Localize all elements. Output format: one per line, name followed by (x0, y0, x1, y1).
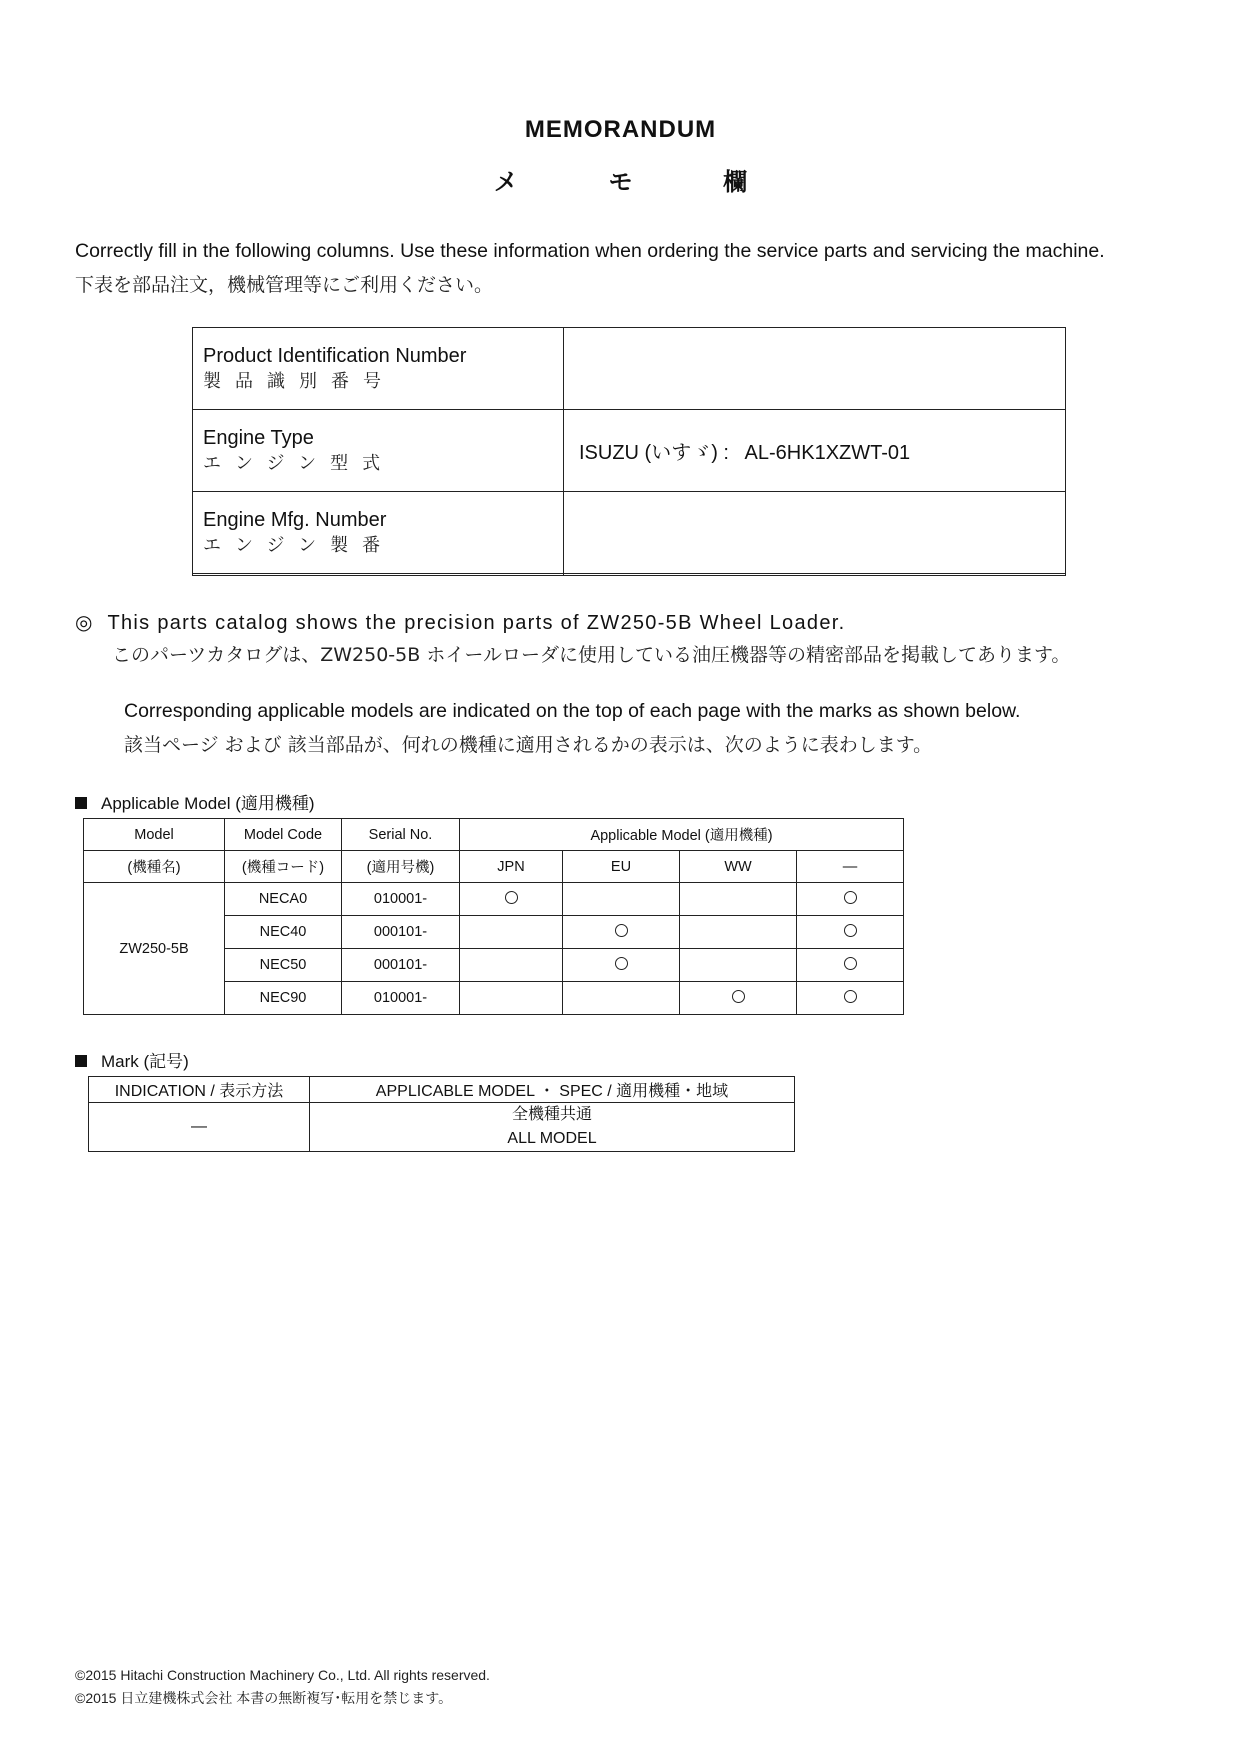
corresponding-text-jp: 該当ページ および 該当部品が、何れの機種に適用されるかの表示は、次のように表わします。 (124, 734, 933, 756)
dash-mark-icon: — (89, 1103, 310, 1152)
mark-cell (680, 949, 797, 982)
mark-cell (563, 916, 680, 949)
indication-header: INDICATION / 表示方法 (89, 1077, 310, 1103)
table-row (193, 328, 1066, 410)
mark-table (88, 1076, 795, 1152)
footer-copyright: ©2015 Hitachi Construction Machinery Co., Ltd. All rights reserved. (75, 1667, 490, 1683)
mark-cell (797, 916, 904, 949)
catalog-note (75, 610, 845, 635)
mark-cell (460, 949, 563, 982)
engine-type-label-jp: エンジン型式 (203, 452, 395, 474)
all-model-cell (310, 1103, 795, 1152)
model-header: Model (84, 819, 225, 851)
serial-cell: 000101- (342, 949, 460, 982)
table-header-row (89, 1077, 795, 1103)
catalog-note-jp: このパーツカタログは、ZW250-5B ホイールローダに使用している油圧機器等の精密部品を掲載してあります。 (112, 644, 1071, 666)
circle-mark-icon (615, 924, 628, 937)
engine-mfg-label-cell (193, 492, 564, 574)
serial-cell: 000101- (342, 916, 460, 949)
mark-cell (680, 916, 797, 949)
applicable-model-heading (75, 789, 315, 814)
double-circle-icon: ◎ (75, 612, 94, 634)
circle-mark-icon (844, 924, 857, 937)
serial-cell: 010001- (342, 982, 460, 1015)
intro-text-jp: 下表を部品注文，機械管理等にご利用ください。 (75, 274, 494, 296)
catalog-note-text: This parts catalog shows the precision parts of ZW250-5B Wheel Loader. (107, 612, 846, 634)
model-code-cell: NECA0 (225, 883, 342, 916)
circle-mark-icon (732, 990, 745, 1003)
mark-cell (563, 883, 680, 916)
mark-cell (797, 982, 904, 1015)
product-id-value[interactable] (564, 328, 1066, 410)
circle-mark-icon (844, 990, 857, 1003)
engine-type-value[interactable]: ISUZU (いすゞ) : AL-6HK1XZWT-01 (564, 410, 1066, 492)
blank-label-cell[interactable] (193, 574, 564, 576)
ww-header: WW (680, 851, 797, 883)
page-title: MEMORANDUM (524, 116, 717, 143)
mark-cell (460, 982, 563, 1015)
engine-type-label-cell (193, 410, 564, 492)
blank-value-cell[interactable] (564, 574, 1066, 576)
model-code-header-jp: (機種コード) (225, 851, 342, 883)
applicable-model-heading-text: Applicable Model (適用機種) (101, 794, 315, 813)
model-header-jp: (機種名) (84, 851, 225, 883)
table-header-row (84, 819, 904, 851)
circle-mark-icon (844, 891, 857, 904)
serial-header-jp: (適用号機) (342, 851, 460, 883)
applicable-header: Applicable Model (適用機種) (460, 819, 904, 851)
table-row (193, 574, 1066, 576)
mark-cell (460, 916, 563, 949)
mark-cell (680, 982, 797, 1015)
corresponding-text: Corresponding applicable models are indicated on the top of each page with the marks as shown below. (124, 700, 1021, 722)
model-code-cell: NEC50 (225, 949, 342, 982)
table-row (193, 410, 1066, 492)
model-name-cell: ZW250-5B (84, 883, 225, 1015)
mark-heading-text: Mark (記号) (101, 1052, 189, 1071)
jpn-header: JPN (460, 851, 563, 883)
model-code-cell: NEC40 (225, 916, 342, 949)
engine-type-label: Engine Type (203, 426, 314, 449)
circle-mark-icon (615, 957, 628, 970)
page-title-jp: メ モ 欄 (493, 169, 790, 196)
mark-cell (563, 949, 680, 982)
table-row (89, 1103, 795, 1152)
applicable-model-table (83, 818, 904, 1015)
product-id-label: Product Identification Number (203, 344, 467, 367)
mark-cell (797, 883, 904, 916)
table-row (193, 492, 1066, 574)
mark-cell (680, 883, 797, 916)
all-model-en: ALL MODEL (507, 1130, 597, 1147)
mark-heading (75, 1047, 189, 1072)
product-id-label-jp: 製品識別番号 (203, 370, 395, 392)
model-code-header: Model Code (225, 819, 342, 851)
all-model-jp: 全機種共通 (511, 1106, 592, 1123)
applicable-spec-header: APPLICABLE MODEL ・ SPEC / 適用機種・地域 (310, 1077, 795, 1103)
square-bullet-icon (75, 797, 87, 809)
footer-copyright-jp: ©2015 日立建機株式会社 本書の無断複写･転用を禁じます。 (75, 1690, 453, 1706)
all-header: — (797, 851, 904, 883)
serial-cell: 010001- (342, 883, 460, 916)
engine-mfg-label-jp: エンジン製番 (203, 534, 395, 556)
eu-header: EU (563, 851, 680, 883)
engine-mfg-value[interactable] (564, 492, 1066, 574)
table-header-row (84, 851, 904, 883)
mark-cell (797, 949, 904, 982)
intro-text: Correctly fill in the following columns. Use these information when ordering the service parts and servicing the machine. (75, 240, 1105, 262)
product-id-label-cell (193, 328, 564, 410)
mark-cell (563, 982, 680, 1015)
mark-cell (460, 883, 563, 916)
circle-mark-icon (505, 891, 518, 904)
model-code-cell: NEC90 (225, 982, 342, 1015)
engine-mfg-label: Engine Mfg. Number (203, 508, 387, 531)
table-row (84, 883, 904, 916)
identification-table (192, 327, 1066, 576)
square-bullet-icon (75, 1055, 87, 1067)
serial-header: Serial No. (342, 819, 460, 851)
circle-mark-icon (844, 957, 857, 970)
